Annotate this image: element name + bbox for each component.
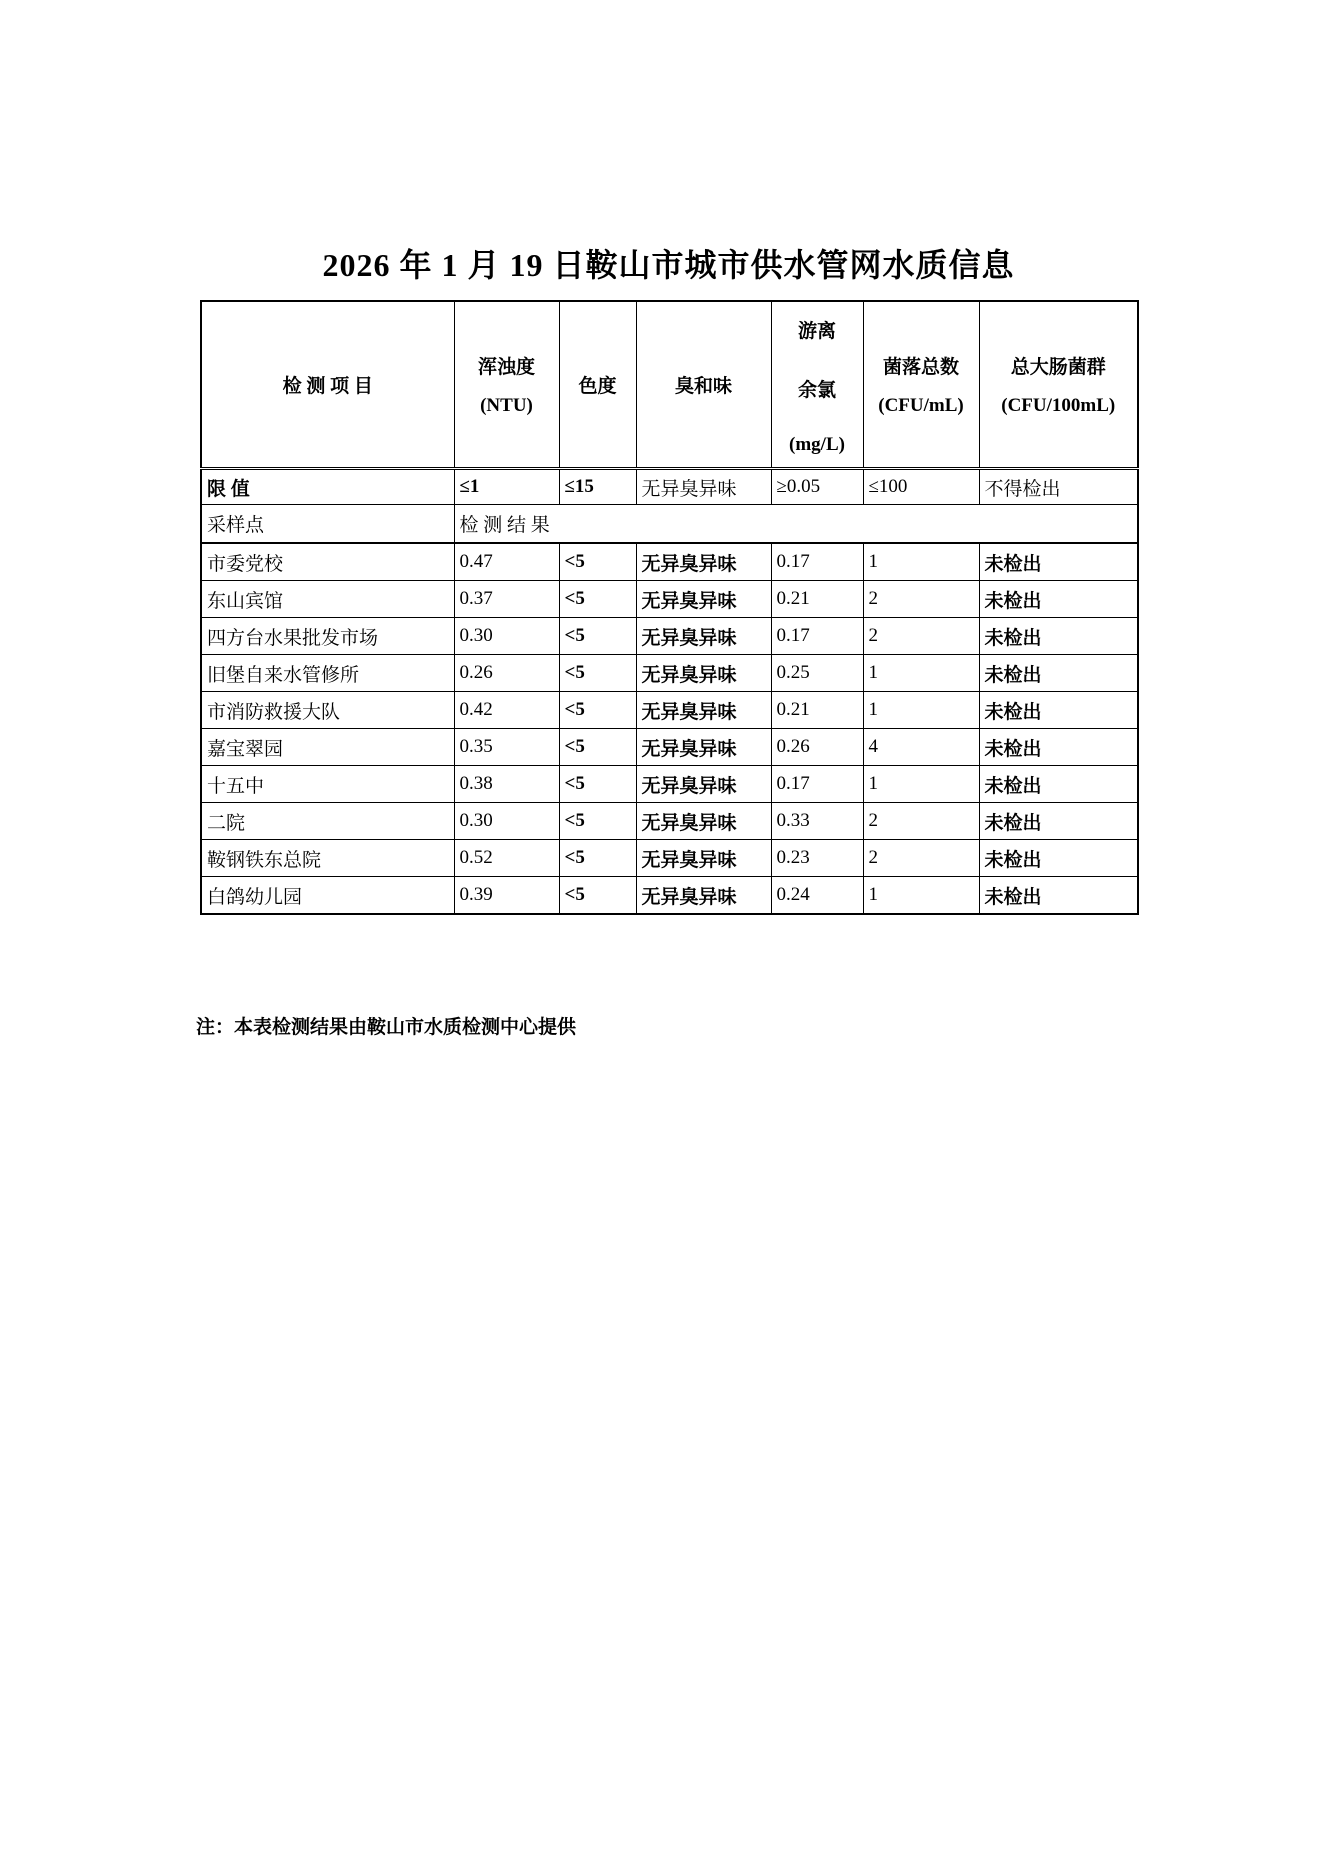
turbidity-cell: 0.42 — [454, 692, 559, 729]
header-color-label: 色度 — [578, 376, 617, 397]
turbidity-cell: 0.38 — [454, 766, 559, 803]
coliform-cell: 未检出 — [979, 840, 1138, 877]
table-header-row — [201, 301, 1138, 469]
odor-cell: 无异臭异味 — [636, 877, 771, 915]
colony-cell: 2 — [863, 840, 979, 877]
section-value-cell: 检 测 结 果 — [454, 505, 1138, 544]
odor-cell: 无异臭异味 — [636, 692, 771, 729]
colony-cell: 1 — [863, 692, 979, 729]
header-colony — [863, 301, 979, 469]
footnote: 注：本表检测结果由鞍山市水质检测中心提供 — [196, 1017, 577, 1038]
coliform-cell: 未检出 — [979, 618, 1138, 655]
site-cell: 鞍钢铁东总院 — [201, 840, 454, 877]
limit-odor-cell: 无异臭异味 — [636, 469, 771, 505]
limit-color-cell: ≤15 — [559, 469, 636, 505]
header-coliform — [979, 301, 1138, 469]
header-chlorine-label-2: 余氯 — [797, 379, 836, 401]
odor-cell: 无异臭异味 — [636, 840, 771, 877]
colony-cell: 1 — [863, 877, 979, 915]
header-chlorine — [771, 301, 863, 469]
site-cell: 嘉宝翠园 — [201, 729, 454, 766]
colony-cell: 1 — [863, 766, 979, 803]
limit-coliform-cell: 不得检出 — [979, 469, 1138, 505]
header-turbidity-unit: (NTU) — [480, 395, 533, 416]
site-cell: 旧堡自来水管修所 — [201, 655, 454, 692]
site-cell: 市消防救援大队 — [201, 692, 454, 729]
header-colony-label: 菌落总数 — [882, 357, 959, 378]
chlorine-cell: 0.21 — [771, 581, 863, 618]
table-row — [201, 581, 1138, 618]
odor-cell: 无异臭异味 — [636, 729, 771, 766]
odor-cell: 无异臭异味 — [636, 803, 771, 840]
limit-row — [201, 469, 1138, 505]
header-chlorine-unit: (mg/L) — [789, 433, 845, 455]
color-cell: <5 — [559, 543, 636, 581]
limit-chlorine-cell: ≥0.05 — [771, 469, 863, 505]
odor-cell: 无异臭异味 — [636, 655, 771, 692]
colony-cell: 4 — [863, 729, 979, 766]
color-cell: <5 — [559, 840, 636, 877]
table-row — [201, 618, 1138, 655]
coliform-cell: 未检出 — [979, 543, 1138, 581]
table-row — [201, 543, 1138, 581]
chlorine-cell: 0.26 — [771, 729, 863, 766]
site-cell: 四方台水果批发市场 — [201, 618, 454, 655]
table-row — [201, 655, 1138, 692]
odor-cell: 无异臭异味 — [636, 581, 771, 618]
table-row — [201, 840, 1138, 877]
coliform-cell: 未检出 — [979, 729, 1138, 766]
odor-cell: 无异臭异味 — [636, 766, 771, 803]
color-cell: <5 — [559, 729, 636, 766]
coliform-cell: 未检出 — [979, 581, 1138, 618]
site-cell: 东山宾馆 — [201, 581, 454, 618]
chlorine-cell: 0.17 — [771, 766, 863, 803]
turbidity-cell: 0.35 — [454, 729, 559, 766]
colony-cell: 2 — [863, 581, 979, 618]
color-cell: <5 — [559, 877, 636, 915]
header-turbidity-label: 浑浊度 — [477, 357, 535, 378]
water-quality-table — [200, 300, 1139, 915]
header-item-label: 检 测 项 目 — [282, 376, 373, 397]
coliform-cell: 未检出 — [979, 692, 1138, 729]
coliform-cell: 未检出 — [979, 655, 1138, 692]
header-colony-unit: (CFU/mL) — [878, 395, 964, 416]
color-cell: <5 — [559, 618, 636, 655]
table-row — [201, 729, 1138, 766]
color-cell: <5 — [559, 803, 636, 840]
limit-label-cell: 限 值 — [201, 469, 454, 505]
odor-cell: 无异臭异味 — [636, 543, 771, 581]
table-row — [201, 692, 1138, 729]
header-turbidity — [454, 301, 559, 469]
color-cell: <5 — [559, 766, 636, 803]
chlorine-cell: 0.33 — [771, 803, 863, 840]
chlorine-cell: 0.24 — [771, 877, 863, 915]
header-coliform-unit: (CFU/100mL) — [1001, 395, 1116, 416]
color-cell: <5 — [559, 692, 636, 729]
turbidity-cell: 0.52 — [454, 840, 559, 877]
colony-cell: 1 — [863, 655, 979, 692]
odor-cell: 无异臭异味 — [636, 618, 771, 655]
site-cell: 十五中 — [201, 766, 454, 803]
colony-cell: 2 — [863, 803, 979, 840]
site-cell: 白鸽幼儿园 — [201, 877, 454, 915]
turbidity-cell: 0.30 — [454, 803, 559, 840]
color-cell: <5 — [559, 581, 636, 618]
table-row — [201, 803, 1138, 840]
coliform-cell: 未检出 — [979, 766, 1138, 803]
limit-colony-cell: ≤100 — [863, 469, 979, 505]
section-row — [201, 505, 1138, 544]
table-row — [201, 766, 1138, 803]
coliform-cell: 未检出 — [979, 803, 1138, 840]
page-title: 2026 年 1 月 19 日鞍山市城市供水管网水质信息 — [322, 247, 1015, 283]
coliform-cell: 未检出 — [979, 877, 1138, 915]
header-color — [559, 301, 636, 469]
chlorine-cell: 0.21 — [771, 692, 863, 729]
colony-cell: 2 — [863, 618, 979, 655]
chlorine-cell: 0.17 — [771, 618, 863, 655]
turbidity-cell: 0.39 — [454, 877, 559, 915]
header-chlorine-label-1: 游离 — [797, 320, 836, 342]
chlorine-cell: 0.17 — [771, 543, 863, 581]
turbidity-cell: 0.37 — [454, 581, 559, 618]
header-item — [201, 301, 454, 469]
header-coliform-label: 总大肠菌群 — [1010, 357, 1106, 378]
turbidity-cell: 0.26 — [454, 655, 559, 692]
header-odor-label: 臭和味 — [674, 376, 732, 397]
section-label-cell: 采样点 — [201, 505, 454, 544]
site-cell: 二院 — [201, 803, 454, 840]
site-cell: 市委党校 — [201, 543, 454, 581]
colony-cell: 1 — [863, 543, 979, 581]
header-odor — [636, 301, 771, 469]
turbidity-cell: 0.47 — [454, 543, 559, 581]
chlorine-cell: 0.23 — [771, 840, 863, 877]
turbidity-cell: 0.30 — [454, 618, 559, 655]
color-cell: <5 — [559, 655, 636, 692]
limit-turbidity-cell: ≤1 — [454, 469, 559, 505]
chlorine-cell: 0.25 — [771, 655, 863, 692]
table-row — [201, 877, 1138, 915]
